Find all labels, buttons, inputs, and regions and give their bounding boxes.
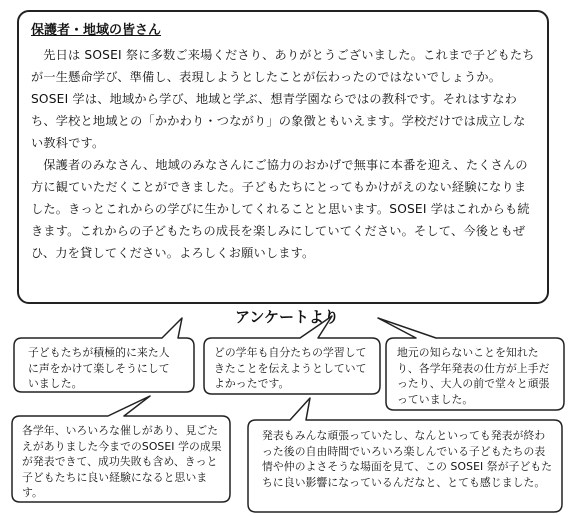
- survey-comment-4: 各学年、いろいろな催しがあり、見ごたえがありました今までのSOSEI 学の成果が発表できて、成功失敗も含め、きっと子どもたちに良い経験になると思います。: [22, 424, 222, 499]
- message-paragraph-2: 保護者のみなさん、地域のみなさんにご協力のおかげで無事に本番を迎え、たくさんの方に観ていただくことができました。子どもたちにとってもかけがえのない経験になりました。きっとこれからの学びに生かしてくれることと思います。SOSEI 学はこれからも続きます。これからの子どもたちの成長を楽しみにしていてください。そして、今後ともぜひ、力を貸してください。よろしくお願いします。: [31, 158, 530, 260]
- survey-comment-2: どの学年も自分たちの学習してきたことを伝えようとしていてよかったです。: [214, 346, 367, 390]
- survey-comment-5: 発表もみんな頑張っていたし、なんといっても発表が終わった後の自由時間でいろいろ楽しんでいる子どもたちの表情や仲のよさそうな場面を見て、この SOSEI 祭が子どもたちに良い影響になっているんだなと、とても感じました。: [262, 429, 553, 489]
- survey-comment-1: 子どもたちが積極的に来た人に声をかけて楽しそうにしていました。: [28, 346, 170, 390]
- greeting-heading: 保護者・地域の皆さん: [31, 23, 162, 38]
- survey-heading: アンケートより: [234, 308, 340, 326]
- message-paragraph-1: 先日は SOSEI 祭に多数ご来場くださり、ありがとうございました。これまで子どもたちが一生懸命学び、準備し、表現しようとしたことが伝わったのではないでしょうか。SOSEI 学は、地域から学び、地域と学ぶ、想青学園ならではの教科です。それはすなわち、学校と地域との「かかわり・つながり」の象徴ともいえます。学校だけでは成立しない教科です。: [31, 48, 535, 150]
- survey-comment-3: 地元の知らないことを知れたり、各学年発表の仕方が上手だったり、大人の前で堂々と頑張っていました。: [397, 346, 550, 406]
